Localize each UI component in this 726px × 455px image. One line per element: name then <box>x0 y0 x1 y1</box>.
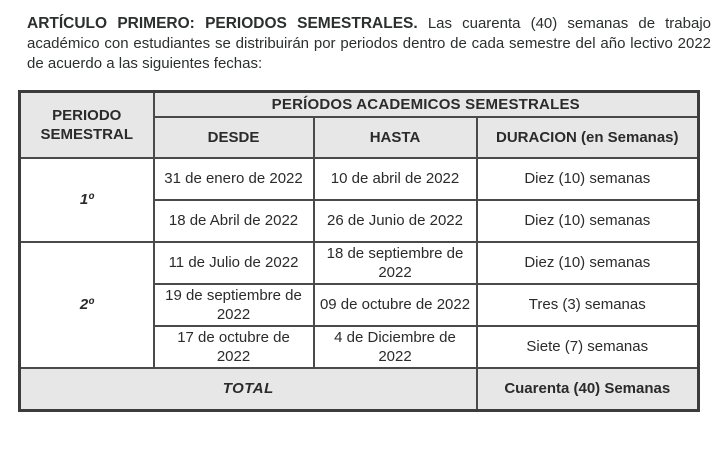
cell-duracion: Tres (3) semanas <box>477 284 699 326</box>
header-desde: DESDE <box>154 117 314 158</box>
header-periodos-academicos: PERÍODOS ACADEMICOS SEMESTRALES <box>154 92 699 117</box>
cell-duracion: Siete (7) semanas <box>477 326 699 368</box>
cell-hasta: 26 de Junio de 2022 <box>314 200 477 242</box>
header-hasta: HASTA <box>314 117 477 158</box>
cell-duracion: Diez (10) semanas <box>477 158 699 200</box>
intro-paragraph <box>27 14 711 74</box>
cell-desde: 19 de septiembre de 2022 <box>154 284 314 326</box>
cell-duracion: Diez (10) semanas <box>477 200 699 242</box>
cell-hasta: 10 de abril de 2022 <box>314 158 477 200</box>
table-header-row-1 <box>20 92 699 117</box>
article-title: ARTÍCULO PRIMERO: PERIODOS SEMESTRALES. <box>27 15 418 32</box>
header-periodo-semestral: PERIODO SEMESTRAL <box>20 92 154 158</box>
table-row <box>20 242 699 284</box>
table-total-row <box>20 368 699 411</box>
total-label: TOTAL <box>20 368 477 411</box>
cell-desde: 18 de Abril de 2022 <box>154 200 314 242</box>
intro-text: Las cuarenta (40) semanas de trabajo académico con estudiantes se distribuirán por periodos dentro de cada semestre del año lectivo 2022 de acuerdo a las siguientes fechas: <box>27 15 712 72</box>
table-row <box>20 158 699 200</box>
cell-desde: 17 de octubre de 2022 <box>154 326 314 368</box>
cell-desde: 11 de Julio de 2022 <box>154 242 314 284</box>
header-duracion: DURACION (en Semanas) <box>477 117 699 158</box>
cell-duracion: Diez (10) semanas <box>477 242 699 284</box>
total-value: Cuarenta (40) Semanas <box>477 368 699 411</box>
semester-periods-table <box>18 90 700 412</box>
document-page <box>0 14 726 455</box>
period-2-cell: 2º <box>20 242 154 368</box>
cell-hasta: 4 de Diciembre de 2022 <box>314 326 477 368</box>
cell-hasta: 09 de octubre de 2022 <box>314 284 477 326</box>
cell-hasta: 18 de septiembre de 2022 <box>314 242 477 284</box>
period-1-cell: 1º <box>20 158 154 242</box>
cell-desde: 31 de enero de 2022 <box>154 158 314 200</box>
